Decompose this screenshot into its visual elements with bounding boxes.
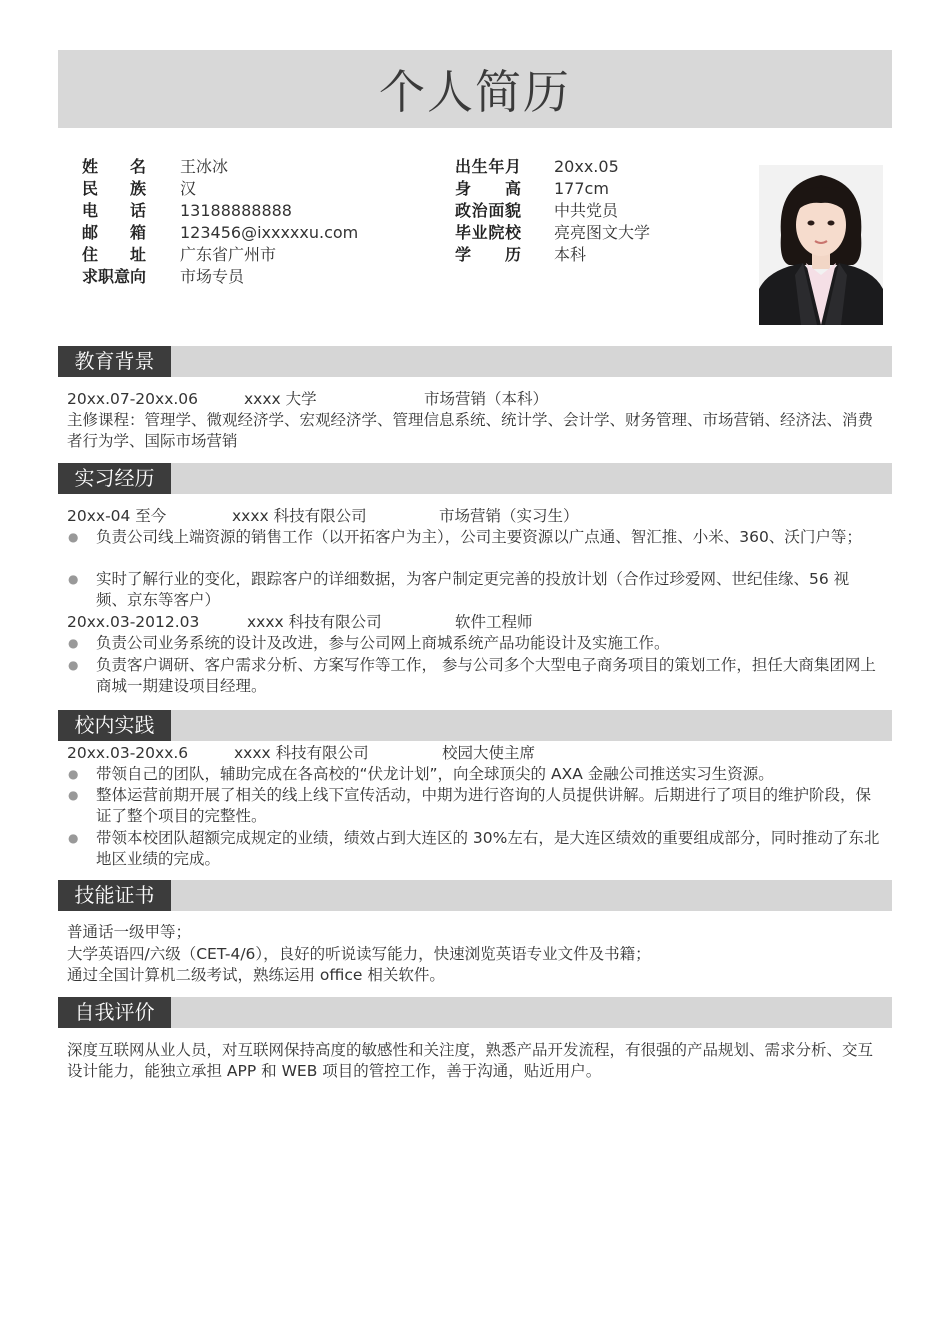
politics-value: 中共党员 bbox=[554, 201, 619, 220]
portrait-illustration bbox=[759, 165, 883, 325]
section-self-title: 自我评价 bbox=[58, 997, 171, 1028]
education-courses: 主修课程：管理学、微观经济学、宏观经济学、管理信息系统、统计学、会计学、财务管理、市场营销、经济法、消费者行为学、国际市场营销 bbox=[67, 411, 874, 450]
section-self-header bbox=[58, 997, 892, 1028]
section-internship-title: 实习经历 bbox=[58, 463, 171, 494]
page-title: 个人简历 bbox=[379, 65, 571, 119]
internship-2-company: xxxx 科技有限公司 bbox=[247, 613, 382, 631]
height-value: 177cm bbox=[554, 179, 609, 198]
info-row-ethnicity bbox=[82, 178, 358, 200]
objective-value: 市场专员 bbox=[180, 267, 245, 286]
email-value: 123456@ixxxxxu.com bbox=[180, 223, 359, 242]
birth-label: 出生年月 bbox=[455, 157, 521, 176]
personal-info-right bbox=[455, 156, 650, 266]
bullet-icon: ● bbox=[68, 658, 79, 672]
personal-info-left bbox=[82, 156, 358, 288]
objective-label: 求职意向 bbox=[82, 267, 147, 286]
degree-label: 学历 bbox=[455, 245, 521, 264]
degree-value: 本科 bbox=[554, 245, 587, 264]
education-major: 市场营销（本科） bbox=[424, 390, 549, 408]
internship-2-period: 20xx.03-2012.03 bbox=[67, 613, 200, 631]
address-value: 广东省广州市 bbox=[180, 245, 277, 264]
height-label: 身高 bbox=[455, 179, 521, 198]
politics-label: 政治面貌 bbox=[455, 201, 521, 220]
school-label: 毕业院校 bbox=[455, 223, 521, 242]
name-value: 王冰冰 bbox=[180, 157, 229, 176]
skill-2: 大学英语四/六级（CET-4/6），良好的听说读写能力，快速浏览英语专业文件及书籍； bbox=[67, 945, 651, 963]
info-row-height bbox=[455, 178, 650, 200]
campus-company: xxxx 科技有限公司 bbox=[234, 744, 369, 762]
ethnicity-label: 民族 bbox=[82, 179, 146, 198]
phone-label: 电话 bbox=[82, 201, 146, 220]
info-row-politics bbox=[455, 200, 650, 222]
bullet-icon: ● bbox=[68, 788, 79, 802]
campus-role: 校园大使主席 bbox=[442, 744, 536, 762]
campus-bullet-3: 带领本校团队超额完成规定的业绩，绩效占到大连区的 30%左右，是大连区绩效的重要组成部分，同时推动了东北地区业绩的完成。 bbox=[96, 829, 880, 868]
campus-period: 20xx.03-20xx.6 bbox=[67, 744, 189, 762]
info-row-degree bbox=[455, 244, 650, 266]
email-label: 邮箱 bbox=[82, 223, 146, 242]
internship-2-bullet-1: 负责公司业务系统的设计及改进，参与公司网上商城系统产品功能设计及实施工作。 bbox=[96, 634, 670, 652]
info-row-birth bbox=[455, 156, 650, 178]
section-campus-header bbox=[58, 710, 892, 741]
bullet-icon: ● bbox=[68, 767, 79, 781]
campus-bullet-1: 带领自己的团队，辅助完成在各高校的“伏龙计划”，向全球顶尖的 AXA 金融公司推送实习生资源。 bbox=[96, 765, 774, 783]
address-label: 住址 bbox=[82, 245, 146, 264]
info-row-address bbox=[82, 244, 358, 266]
info-row-objective bbox=[82, 266, 358, 288]
title-banner bbox=[58, 50, 892, 128]
section-skills-title: 技能证书 bbox=[58, 880, 171, 911]
info-row-email bbox=[82, 222, 358, 244]
internship-1-role: 市场营销（实习生） bbox=[439, 507, 579, 525]
ethnicity-value: 汉 bbox=[180, 179, 197, 198]
section-campus-title: 校内实践 bbox=[58, 710, 171, 741]
profile-photo bbox=[759, 165, 883, 325]
internship-1-bullet-2: 实时了解行业的变化，跟踪客户的详细数据，为客户制定更完善的投放计划（合作过珍爱网、世纪佳缘、56 视频、京东等客户） bbox=[96, 570, 850, 609]
education-period: 20xx.07-20xx.06 bbox=[67, 390, 199, 408]
section-education-header bbox=[58, 346, 892, 377]
info-row-name bbox=[82, 156, 358, 178]
info-row-phone bbox=[82, 200, 358, 222]
bullet-icon: ● bbox=[68, 636, 79, 650]
bullet-icon: ● bbox=[68, 572, 79, 586]
name-label: 姓名 bbox=[82, 157, 146, 176]
internship-1-period: 20xx-04 至今 bbox=[67, 507, 167, 525]
internship-2-role: 软件工程师 bbox=[455, 613, 533, 631]
info-row-school bbox=[455, 222, 650, 244]
skill-3: 通过全国计算机二级考试，熟练运用 office 相关软件。 bbox=[67, 966, 445, 984]
internship-1-bullet-1: 负责公司线上端资源的销售工作（以开拓客户为主），公司主要资源以广点通、智汇推、小米、360、沃门户等； bbox=[96, 528, 862, 546]
internship-2-bullet-2: 负责客户调研、客户需求分析、方案写作等工作， 参与公司多个大型电子商务项目的策划工作，担任大商集团网上商城一期建设项目经理。 bbox=[96, 656, 876, 695]
section-skills-header bbox=[58, 880, 892, 911]
skill-1: 普通话一级甲等； bbox=[67, 923, 192, 941]
internship-1-company: xxxx 科技有限公司 bbox=[232, 507, 367, 525]
self-evaluation-text: 深度互联网从业人员，对互联网保持高度的敏感性和关注度，熟悉产品开发流程，有很强的产品规划、需求分析、交互设计能力，能独立承担 APP 和 WEB 项目的管控工作，善于沟通，贴近用户。 bbox=[67, 1041, 874, 1080]
section-internship-header bbox=[58, 463, 892, 494]
phone-value: 13188888888 bbox=[180, 201, 292, 220]
birth-value: 20xx.05 bbox=[554, 157, 619, 176]
education-school: xxxx 大学 bbox=[244, 390, 317, 408]
section-education-title: 教育背景 bbox=[58, 346, 171, 377]
school-value: 亮亮图文大学 bbox=[554, 223, 651, 242]
bullet-icon: ● bbox=[68, 530, 79, 544]
bullet-icon: ● bbox=[68, 831, 79, 845]
campus-bullet-2: 整体运营前期开展了相关的线上线下宣传活动，中期为进行咨询的人员提供讲解。后期进行了项目的维护阶段，保证了整个项目的完整性。 bbox=[96, 786, 872, 825]
